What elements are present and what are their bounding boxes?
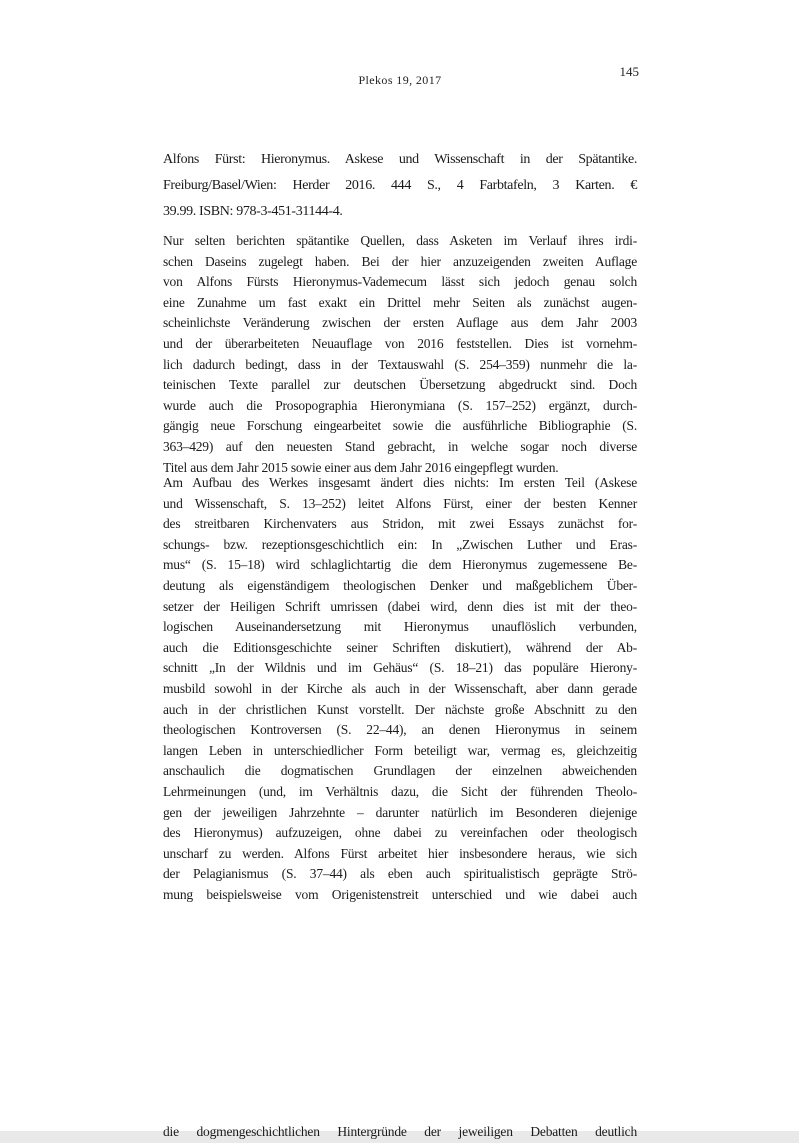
text-line: Titel aus dem Jahr 2015 sowie einer aus dem Jahr 2016 eingepflegt wurden. <box>163 459 559 475</box>
text-line: musbild sowohl in der Kirche als auch in der Wissenschaft, aber dann gerade <box>163 680 637 696</box>
text-line: gen der jeweiligen Jahrzehnte – darunter natürlich im Besonderen diejenige <box>163 804 637 820</box>
text-line: theologischen Kontroversen (S. 22–44), an denen Hieronymus in seinem <box>163 722 637 738</box>
text-line: schungs- bzw. rezeptionsgeschichtlich ein: In „Zwischen Luther und Eras- <box>163 536 637 552</box>
text-line: auch in der christlichen Kunst vorstellt. Der nächste große Abschnitt zu den <box>163 701 637 717</box>
text-line: und Wissenschaft, S. 13–252) leitet Alfons Fürst, einer der besten Kenner <box>163 495 637 511</box>
text-line: anschaulich die dogmatischen Grundlagen der einzelnen abweichenden <box>163 763 637 779</box>
page-number: 145 <box>619 64 639 79</box>
body-paragraph-2 <box>163 473 637 905</box>
text-line: teinischen Texte parallel zur deutschen Übersetzung abgedruckt sind. Doch <box>163 377 637 393</box>
text-line: scheinlichste Veränderung zwischen der ersten Auflage aus dem Jahr 2003 <box>163 315 637 331</box>
text-line: gängig neue Forschung eingearbeitet sowie die ausführliche Bibliographie (S. <box>163 418 637 434</box>
text-line: des streitbaren Kirchenvaters aus Stridon, mit zwei Essays zunächst for- <box>163 516 637 532</box>
text-line: des Hieronymus) aufzuzeigen, ohne dabei zu vereinfachen oder theologisch <box>163 825 637 841</box>
text-line: langen Leben in unterschiedlicher Form beteiligt war, vermag es, gleichzeitig <box>163 742 637 758</box>
text-line: von Alfons Fürsts Hieronymus-Vademecum lässt sich jedoch genau solch <box>163 274 637 290</box>
body-paragraph-1 <box>163 231 637 478</box>
text-line: setzer der Heiligen Schrift umrissen (dabei wird, denn dies ist mit der theo- <box>163 598 637 614</box>
text-line: eine Zunahme um fast exakt ein Drittel mehr Seiten als zunächst augen- <box>163 294 637 310</box>
book-citation-line: Alfons Fürst: Hieronymus. Askese und Wissenschaft in der Spätantike. <box>163 152 637 167</box>
text-line: und der überarbeiteten Neuauflage von 2016 feststellen. Dies ist vornehm- <box>163 335 637 351</box>
text-line: 363–429) auf den neuesten Stand gebracht, in welche sogar noch diverse <box>163 438 637 454</box>
book-citation-line: Freiburg/Basel/Wien: Herder 2016. 444 S., 4 Farbtafeln, 3 Karten. € <box>163 178 637 193</box>
text-line: deutung als eigenständigem theologischen Denker und maßgeblichem Über- <box>163 577 637 593</box>
book-citation-block <box>163 147 637 225</box>
text-line: Lehrmeinungen (und, im Verhältnis dazu, die Sicht der führenden Theolo- <box>163 783 637 799</box>
next-page-clipped-text-line: die dogmengeschichtlichen Hintergründe der jeweiligen Debatten deutlich <box>163 1124 637 1139</box>
text-line: mung beispielsweise vom Origenistenstreit unterschied und wie dabei auch <box>163 886 637 902</box>
text-line: der Pelagianismus (S. 37–44) als eben auch spiritualistisch geprägte Strö- <box>163 866 637 882</box>
running-head-journal: Plekos 19, 2017 <box>358 73 442 87</box>
text-line: unscharf zu werden. Alfons Fürst arbeitet hier insbesondere heraus, wie sich <box>163 845 637 861</box>
text-line: schen Daseins zugelegt haben. Bei der hier anzuzeigenden zweiten Auflage <box>163 253 637 269</box>
text-line: mus“ (S. 15–18) wird schlaglichtartig die dem Hieronymus zugemessene Be- <box>163 557 637 573</box>
text-line: wurde auch die Prosopographia Hieronymiana (S. 157–252) ergänzt, durch- <box>163 397 637 413</box>
text-line: auch die Editionsgeschichte seiner Schriften diskutiert), während der Ab- <box>163 639 637 655</box>
book-citation-line: 39.99. ISBN: 978-3-451-31144-4. <box>163 204 343 219</box>
text-line: schnitt „In der Wildnis und im Gehäus“ (S. 18–21) das populäre Hierony- <box>163 660 637 676</box>
text-line: logischen Auseinandersetzung mit Hieronymus unauflöslich verbunden, <box>163 619 637 635</box>
text-line: lich dadurch bedingt, dass in der Textauswahl (S. 254–359) nunmehr die la- <box>163 356 637 372</box>
text-line: Am Aufbau des Werkes insgesamt ändert dies nichts: Im ersten Teil (Askese <box>163 475 637 490</box>
text-line: Nur selten berichten spätantike Quellen, dass Asketen im Verlauf ihres irdi- <box>163 233 637 248</box>
